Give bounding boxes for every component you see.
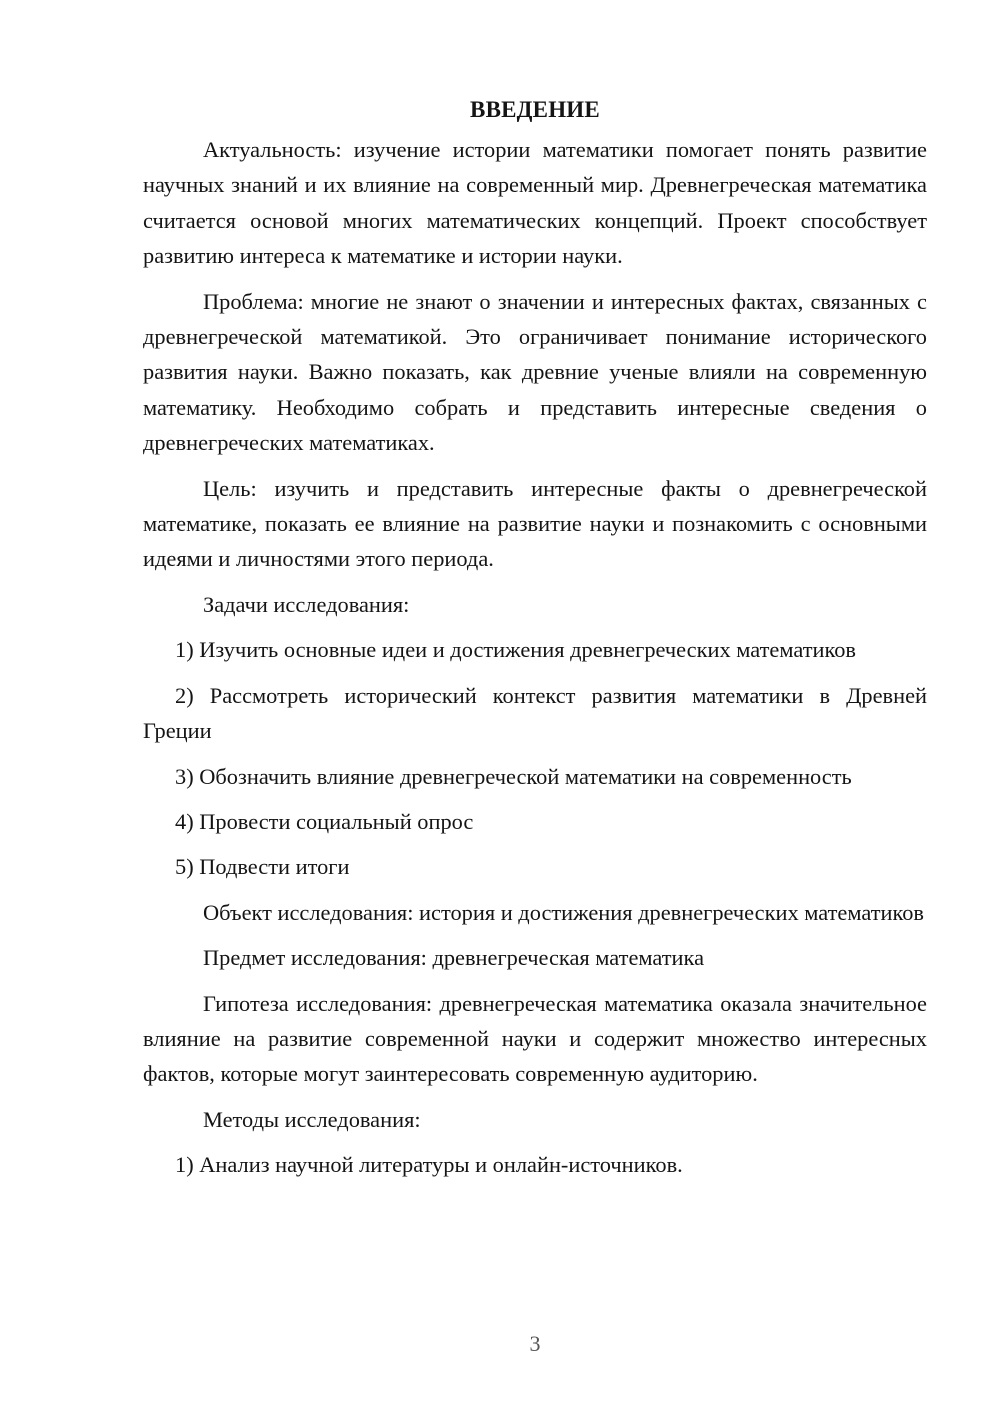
methods-heading: Методы исследования: (203, 1106, 421, 1132)
tasks-heading: Задачи исследования: (203, 591, 410, 617)
object-paragraph: Объект исследования: история и достижения древнегреческих математиков (203, 899, 925, 925)
task-item-4: 4) Провести социальный опрос (175, 808, 474, 834)
task-item-1: 1) Изучить основные идеи и достижения древнегреческих математиков (175, 637, 857, 663)
method-item-1: 1) Анализ научной литературы и онлайн-источников. (175, 1152, 683, 1178)
goal-paragraph: Цель: изучить и представить интересные факты о древнегреческой математике, показать ее влияние на развитие науки и познакомить с основными идеями и личностями этого периода. (143, 475, 927, 572)
section-title: ВВЕДЕНИЕ (470, 97, 600, 122)
problem-paragraph: Проблема: многие не знают о значении и интересных фактах, связанных с древнегреческой математикой. Это ограничивает понимание исторического развития науки. Важно показать, как древние ученые влияли на современную математику. Необходимо собрать и представить интересные сведения о древнегреческих математиках. (143, 288, 927, 456)
subject-paragraph: Предмет исследования: древнегреческая математика (203, 945, 705, 971)
hypothesis-paragraph: Гипотеза исследования: древнегреческая математика оказала значительное влияние на развитие современной науки и содержит множество интересных фактов, которые могут заинтересовать современную аудиторию. (143, 990, 927, 1087)
task-item-5: 5) Подвести итоги (175, 854, 350, 880)
page-number: 3 (529, 1331, 541, 1356)
page-content (143, 92, 927, 1193)
task-item-2: 2) Рассмотреть исторический контекст развития математики в Древней Греции (143, 682, 927, 744)
task-item-3: 3) Обозначить влияние древнегреческой математики на современность (175, 763, 852, 789)
relevance-paragraph: Актуальность: изучение истории математики помогает понять развитие научных знаний и их влияние на современный мир. Древнегреческая математика считается основой многих математических концепций. Проект способствует развитию интереса к математике и истории науки. (143, 137, 927, 269)
